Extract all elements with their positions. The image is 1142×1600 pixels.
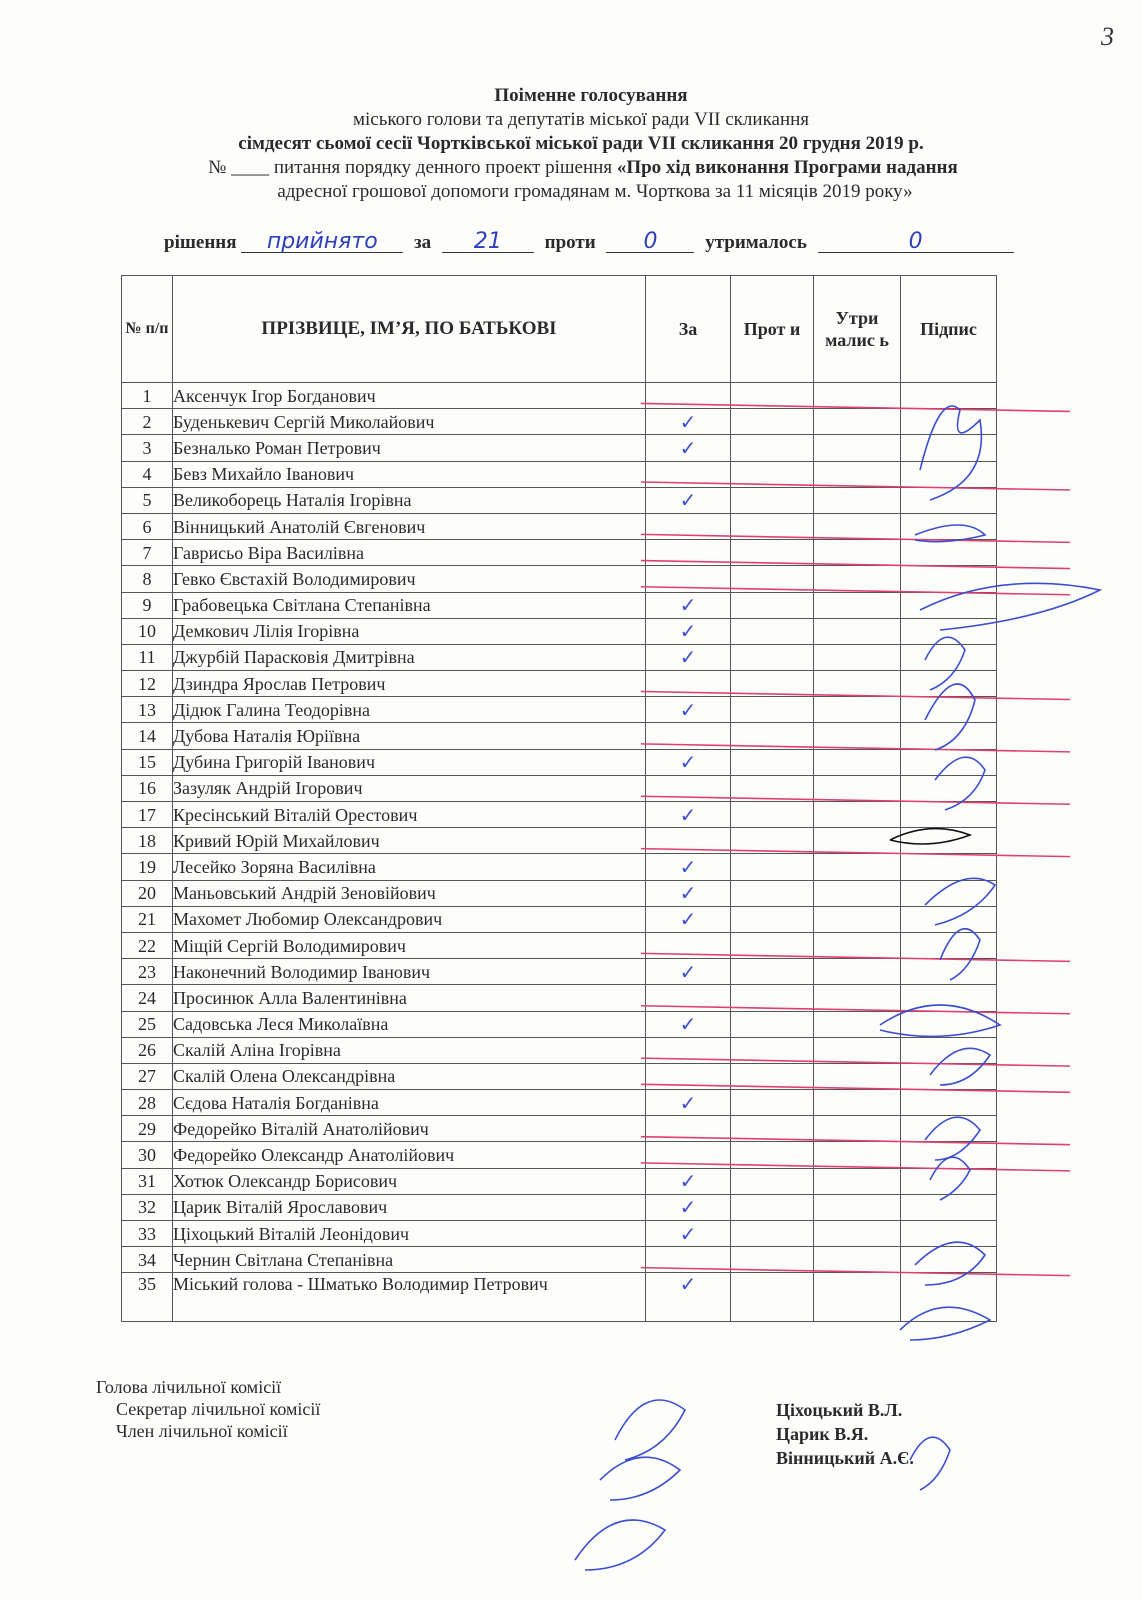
commission-roles bbox=[96, 1376, 320, 1442]
row-vote-for: ✓ bbox=[646, 749, 731, 775]
strike-line bbox=[641, 796, 1070, 804]
row-name: Гевко Євстахій Володимирович bbox=[173, 566, 646, 592]
row-number: 6 bbox=[122, 513, 173, 539]
strike-line bbox=[641, 1058, 1070, 1066]
name-secretary: Царик В.Я. bbox=[776, 1424, 869, 1444]
row-number: 10 bbox=[122, 618, 173, 644]
header-subtitle: міського голови та депутатів міської ради VII скликання bbox=[352, 109, 810, 130]
row-name: Аксенчук Ігор Богданович bbox=[173, 383, 646, 409]
header-title: Поіменне голосування bbox=[494, 85, 688, 106]
decision-label: рішення bbox=[164, 232, 237, 253]
row-number: 14 bbox=[122, 723, 173, 749]
strike-line bbox=[641, 587, 1070, 595]
row-vote-for: ✓ bbox=[646, 1168, 731, 1194]
signature-mark bbox=[575, 1520, 665, 1570]
row-vote-for: ✓ bbox=[646, 409, 731, 435]
row-number: 22 bbox=[122, 932, 173, 958]
signature-mark bbox=[615, 1400, 685, 1460]
strike-line bbox=[641, 1268, 1070, 1276]
signature-mark bbox=[890, 829, 970, 844]
signature-mark bbox=[925, 684, 975, 750]
strike-line bbox=[641, 403, 1070, 411]
strike-line bbox=[641, 744, 1070, 752]
against-label: проти bbox=[544, 232, 596, 253]
header-for: За bbox=[646, 276, 731, 383]
signatures bbox=[575, 406, 1100, 1570]
strike-line bbox=[641, 1006, 1070, 1014]
strike-line bbox=[641, 849, 1070, 857]
header-against: Прот и bbox=[731, 276, 814, 383]
row-number: 15 bbox=[122, 749, 173, 775]
row-name: Просинюк Алла Валентинівна bbox=[173, 985, 646, 1011]
strike-lines bbox=[641, 403, 1070, 1275]
row-name: Великоборець Наталія Ігорівна bbox=[173, 487, 646, 513]
page-number: 3 bbox=[1101, 22, 1114, 51]
row-vote-for: ✓ bbox=[646, 880, 731, 906]
row-name: Кресінський Віталій Орестович bbox=[173, 802, 646, 828]
row-name: Скалій Аліна Ігорівна bbox=[173, 1037, 646, 1063]
row-vote-for: ✓ bbox=[646, 1273, 731, 1322]
name-member: Вінницький А.Є. bbox=[776, 1448, 914, 1468]
name-chair: Ціхоцький В.Л. bbox=[776, 1400, 903, 1420]
header-number: № п/п bbox=[122, 276, 173, 383]
row-name: Дідюк Галина Теодорівна bbox=[173, 697, 646, 723]
strike-line bbox=[641, 561, 1070, 569]
header-name: ПРІЗВИЦЕ, ІМ’Я, ПО БАТЬКОВІ bbox=[173, 276, 646, 383]
row-name: Бевз Михайло Іванович bbox=[173, 461, 646, 487]
strike-line bbox=[641, 953, 1070, 961]
row-number: 19 bbox=[122, 854, 173, 880]
for-label: за bbox=[414, 232, 432, 253]
row-name: Махомет Любомир Олександрович bbox=[173, 906, 646, 932]
row-name: Дубова Наталія Юріївна bbox=[173, 723, 646, 749]
row-number: 23 bbox=[122, 959, 173, 985]
row-number: 33 bbox=[122, 1221, 173, 1247]
row-vote-for: ✓ bbox=[646, 1221, 731, 1247]
row-number: 8 bbox=[122, 566, 173, 592]
abstained-label: утрималось bbox=[705, 232, 807, 253]
row-vote-for: ✓ bbox=[646, 618, 731, 644]
signature-mark bbox=[930, 1157, 970, 1200]
strike-line bbox=[641, 1163, 1070, 1171]
row-number: 11 bbox=[122, 644, 173, 670]
row-name: Скалій Олена Олександрівна bbox=[173, 1063, 646, 1089]
row-number: 13 bbox=[122, 697, 173, 723]
header-agenda-prefix: № ____ питання порядку денного проект рішення bbox=[208, 157, 617, 178]
row-name: Садовська Леся Миколаївна bbox=[173, 1011, 646, 1037]
row-name: Джурбій Парасковія Дмитрівна bbox=[173, 644, 646, 670]
row-number: 18 bbox=[122, 828, 173, 854]
row-number: 32 bbox=[122, 1194, 173, 1220]
strike-line bbox=[641, 1137, 1070, 1145]
row-number: 3 bbox=[122, 435, 173, 461]
row-name: Грабовецька Світлана Степанівна bbox=[173, 592, 646, 618]
row-number: 16 bbox=[122, 775, 173, 801]
strike-line bbox=[641, 1084, 1070, 1092]
strike-line bbox=[641, 692, 1070, 700]
signature-mark bbox=[910, 1437, 950, 1490]
row-vote-for: ✓ bbox=[646, 644, 731, 670]
row-number: 27 bbox=[122, 1063, 173, 1089]
signature-mark bbox=[600, 1457, 680, 1500]
row-name: Сєдова Наталія Богданівна bbox=[173, 1090, 646, 1116]
row-name: Хотюк Олександр Борисович bbox=[173, 1168, 646, 1194]
for-count: 21 bbox=[442, 232, 534, 253]
row-number: 21 bbox=[122, 906, 173, 932]
row-name: Безналько Роман Петрович bbox=[173, 435, 646, 461]
row-name: Вінницький Анатолій Євгенович bbox=[173, 513, 646, 539]
row-vote-for: ✓ bbox=[646, 1011, 731, 1037]
row-number: 34 bbox=[122, 1247, 173, 1273]
signature-mark bbox=[925, 1117, 980, 1160]
signature-mark bbox=[940, 929, 980, 980]
row-name: Гаврисьо Віра Василівна bbox=[173, 540, 646, 566]
row-number: 12 bbox=[122, 671, 173, 697]
row-vote-for: ✓ bbox=[646, 487, 731, 513]
signature-mark bbox=[925, 637, 965, 690]
row-number: 24 bbox=[122, 985, 173, 1011]
row-number: 7 bbox=[122, 540, 173, 566]
row-name: Царик Віталій Ярославович bbox=[173, 1194, 646, 1220]
signature-mark bbox=[925, 878, 995, 925]
row-name: Демкович Лілія Ігорівна bbox=[173, 618, 646, 644]
row-number: 26 bbox=[122, 1037, 173, 1063]
row-name: Чернин Світлана Степанівна bbox=[173, 1247, 646, 1273]
header-signature: Підпис bbox=[901, 276, 997, 383]
row-number: 30 bbox=[122, 1142, 173, 1168]
row-number: 1 bbox=[122, 383, 173, 409]
header-abstained: Утри малис ь bbox=[814, 276, 901, 383]
header-agenda-title: «Про хід виконання Програми надання bbox=[616, 157, 958, 178]
row-vote-for: ✓ bbox=[646, 697, 731, 723]
signature-mark bbox=[930, 1048, 990, 1085]
row-vote-for: ✓ bbox=[646, 959, 731, 985]
role-secretary: Секретар лічильної комісії bbox=[116, 1399, 321, 1419]
row-vote-for: ✓ bbox=[646, 435, 731, 461]
row-name: Міський голова - Шматько Володимир Петрович bbox=[173, 1273, 646, 1322]
row-name: Кривий Юрій Михайлович bbox=[173, 828, 646, 854]
row-number: 2 bbox=[122, 409, 173, 435]
row-name: Зазуляк Андрій Ігорович bbox=[173, 775, 646, 801]
abstained-count: 0 bbox=[818, 232, 1014, 253]
row-number: 5 bbox=[122, 487, 173, 513]
commission-names bbox=[776, 1398, 914, 1470]
row-number: 9 bbox=[122, 592, 173, 618]
row-vote-for: ✓ bbox=[646, 854, 731, 880]
row-number: 17 bbox=[122, 802, 173, 828]
signature-mark bbox=[900, 1307, 990, 1340]
row-number: 29 bbox=[122, 1116, 173, 1142]
row-name: Маньовський Андрій Зеновійович bbox=[173, 880, 646, 906]
decision-handwritten: прийнято bbox=[241, 232, 403, 253]
signature-mark bbox=[920, 583, 1100, 630]
row-name: Лесейко Зоряна Василівна bbox=[173, 854, 646, 880]
row-number: 4 bbox=[122, 461, 173, 487]
signature-mark bbox=[880, 1005, 1000, 1036]
row-name: Міщій Сергій Володимирович bbox=[173, 932, 646, 958]
header-session: сімдесят сьомої сесії Чортківської міської ради VII скликання 20 грудня 2019 р. bbox=[238, 133, 924, 154]
row-vote-for: ✓ bbox=[646, 592, 731, 618]
row-vote-for: ✓ bbox=[646, 1090, 731, 1116]
signature-mark bbox=[915, 1242, 985, 1285]
row-vote-for: ✓ bbox=[646, 802, 731, 828]
row-name: Федорейко Олександр Анатолійович bbox=[173, 1142, 646, 1168]
row-vote-for: ✓ bbox=[646, 1194, 731, 1220]
row-name: Федорейко Віталій Анатолійович bbox=[173, 1116, 646, 1142]
row-number: 35 bbox=[122, 1273, 173, 1322]
role-chair: Голова лічильної комісії bbox=[96, 1377, 282, 1397]
row-number: 25 bbox=[122, 1011, 173, 1037]
row-vote-for: ✓ bbox=[646, 906, 731, 932]
row-name: Дзиндра Ярослав Петрович bbox=[173, 671, 646, 697]
row-number: 20 bbox=[122, 880, 173, 906]
strike-line bbox=[641, 482, 1070, 490]
row-name: Дубина Григорій Іванович bbox=[173, 749, 646, 775]
against-count: 0 bbox=[606, 232, 694, 253]
signature-mark bbox=[920, 406, 981, 500]
row-number: 31 bbox=[122, 1168, 173, 1194]
row-number: 28 bbox=[122, 1090, 173, 1116]
row-name: Ціхоцький Віталій Леонідович bbox=[173, 1221, 646, 1247]
header-agenda-continued: адресної грошової допомоги громадянам м. Чорткова за 11 місяців 2019 року» bbox=[277, 181, 913, 202]
strike-line bbox=[641, 534, 1070, 542]
row-name: Наконечний Володимир Іванович bbox=[173, 959, 646, 985]
row-name: Буденькевич Сергій Миколайович bbox=[173, 409, 646, 435]
role-member: Член лічильної комісії bbox=[116, 1421, 288, 1441]
